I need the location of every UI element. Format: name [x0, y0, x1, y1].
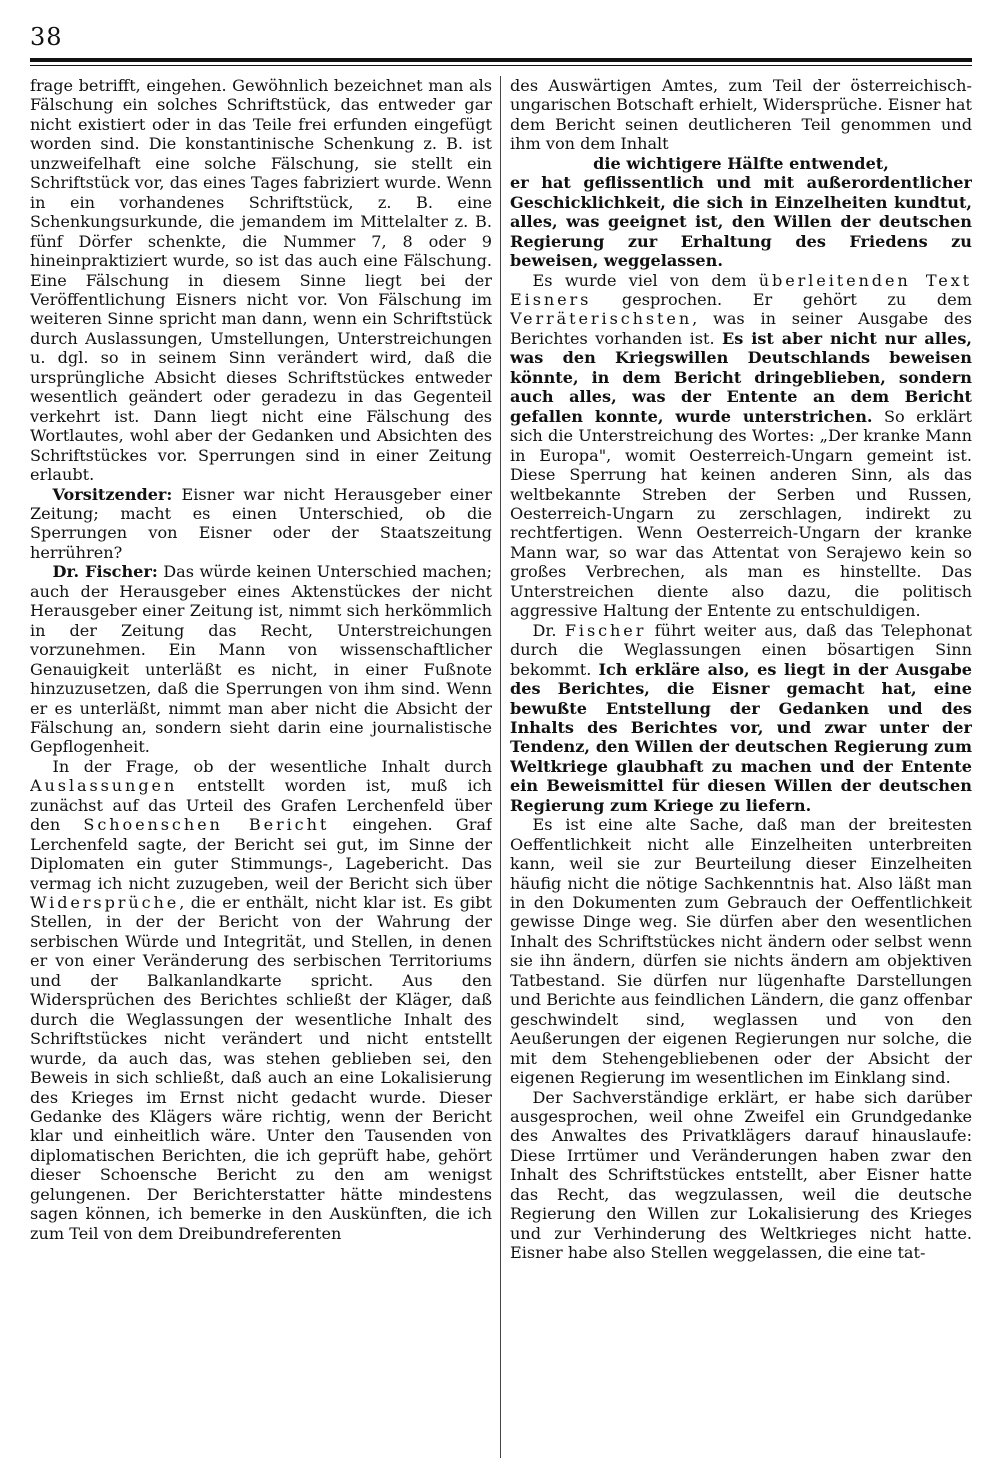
paragraph-text: Eisner war nicht Herausgeber einer Zeitung; macht es einen Unterschied, ob die Sperrungen von Eisner oder der Staatszeitung herrühren? — [30, 484, 492, 562]
spaced-text: Verräterischsten — [510, 309, 693, 329]
spaced-text: überleitenden Text Eisners — [510, 270, 972, 309]
paragraph — [30, 562, 492, 757]
paragraph-text: , was in seiner Ausgabe des Berichtes vorhanden ist. — [510, 309, 972, 348]
page-number: 38 — [30, 23, 63, 51]
right-column — [510, 76, 972, 1462]
paragraph — [30, 757, 492, 1243]
bold-centered-line: die wichtigere Hälfte entwendet, — [593, 153, 889, 173]
bold-text: Es ist aber nicht nur alles, was den Kriegswillen Deutschlands beweisen könnte, in dem Bericht dringeblieben, sondern auch alles, was der Entente an dem Bericht gefallen konnte, wurde unterstrichen. — [510, 328, 972, 426]
paragraph-text: , die er enthält, nicht klar ist. Es gibt Stellen, in der der Bericht von der Wahrung der serbischen Würde und Integrität, und Stellen, in denen er von einer Veränderung des serbischen Territoriums und der Balkanlandkarte spricht. Aus den Widersprüchen des Berichtes schließt der Kläger, daß durch die Weglassungen der wesentliche Inhalt des Schriftstückes nicht verändert und nicht entstellt wurde, da auch das, was stehen geblieben sei, den Beweis in sich schließt, daß auch an eine Lokalisierung des Krieges im Ernst nicht gedacht wurde. Dieser Gedanke des Klägers wäre richtig, wenn der Bericht klar und einheitlich wäre. Unter den Tausenden von diplomatischen Berichten, die ich geprüft habe, gehört dieser Schoensche Bericht zu den am wenigst gelungenen. Der Berichterstatter hätte mindestens sagen können, ich bemerke in den Auskünften, die ich zum Teil von dem Dreibundreferenten — [30, 893, 492, 1243]
paragraph-text: führt weiter aus, daß das Telephonat durch die Weglassungen einen bösartigen Sinn bekommt. — [510, 620, 972, 679]
paragraph — [510, 621, 972, 816]
paragraph: des Auswärtigen Amtes, zum Teil der österreichisch-ungarischen Botschaft erhielt, Widersprüche. Eisner hat dem Bericht seinen deutlicheren Teil genommen und ihm von dem Inhalt — [510, 76, 972, 154]
spaced-text: Widersprüche — [30, 893, 180, 913]
paragraph-text: So erklärt sich die Unterstreichung des Wortes: „Der kranke Mann in Europa", womit Oesterreich-Ungarn gemeint ist. Diese Sperrung hat keinen anderen Sinn, als das weltbekannte Streben der Serben und Russen, Oesterreich-Ungarn zu zerschlagen, indirekt zu rechtfertigen. Wenn Oesterreich-Ungarn der kranke Mann war, so war das Attentat von Serajewo kein so großes Verbrechen, als man es hinstellte. Das Unterstreichen diente also dazu, die politisch aggressive Haltung der Entente zu entschuldigen. — [510, 406, 972, 621]
paragraph-text: In der Frage, ob der wesentliche Inhalt durch — [52, 756, 492, 776]
paragraph — [30, 485, 492, 563]
speaker-label: Vorsitzender: — [52, 484, 173, 504]
spaced-text: Fischer — [564, 620, 647, 640]
paragraph-text: eingehen. Graf Lerchenfeld sagte, der Bericht sei gut, im Sinne der Diplomaten ein guter Stimmungs-, Lagebericht. Das vermag ich nicht zuzugeben, weil der Bericht sich über — [30, 815, 492, 893]
paragraph: Es ist eine alte Sache, daß man der breitesten Oeffentlichkeit nicht alle Einzelheiten unterbreiten kann, weil sie zur Beurteilung dieser Einzelheiten häufig nicht die nötige Sachkenntnis hat. Also läßt man in den Dokumenten zum Gebrauch der Oeffentlichkeit gewisse Dinge weg. Sie dürfen aber den wesentlichen Inhalt des Schriftstückes nicht ändern oder selbst wenn sie ihn ändern, dürfen sie nichts ändern am objektiven Tatbestand. Sie dürfen nur lügenhafte Darstellungen und Berichte aus feindlichen Ländern, die ganz offenbar geschwindelt sind, weglassen und von den Aeußerungen der eigenen Regierungen nur solche, die mit dem Stehengebliebenen oder der Absicht der eigenen Regierung im wesentlichen im Einklang sind. — [510, 815, 972, 1088]
bold-paragraph: er hat geflissentlich und mit außerordentlicher Geschicklichkeit, die sich in Einzelheiten kundtut, alles, was geeignet ist, den Willen der deutschen Regierung zur Erhaltung des Friedens zu beweisen, weggelassen. — [510, 173, 972, 271]
header-rule — [30, 58, 972, 62]
column-divider — [500, 76, 501, 1458]
spaced-text: Auslassungen — [30, 776, 178, 796]
left-column — [30, 76, 492, 1462]
paragraph — [510, 271, 972, 621]
paragraph-text: Das würde keinen Unterschied machen; auch der Herausgeber eines Aktenstückes der nicht Herausgeber einer Zeitung ist, nimmt sich herkömmlich in der Zeitung das Recht, Unterstreichungen vorzunehmen. Ein Mann von wissenschaftlicher Genauigkeit unterläßt es nicht, in einer Fußnote hinzuzusetzen, daß die Sperrungen von ihm sind. Wenn er es unterläßt, nimmt man aber nicht die Absicht der Fälschung an, sondern sieht darin eine journalistische Gepflogenheit. — [30, 562, 492, 757]
paragraph: Der Sachverständige erklärt, er habe sich darüber ausgesprochen, weil ohne Zweifel ein Grundgedanke des Anwaltes des Privatklägers darauf hinauslaufe: Diese Irrtümer und Veränderungen haben zwar den Inhalt des Schriftstückes entstellt, aber Eisner hatte das Recht, das wegzulassen, weil die deutsche Regierung den Willen zur Lokalisierung des Krieges und zur Verhinderung des Weltkrieges nicht hatte. Eisner habe also Stellen weggelassen, die eine tat- — [510, 1087, 972, 1263]
spaced-text: Schoenschen Bericht — [83, 815, 330, 835]
paragraph-text: Es wurde viel von dem — [532, 270, 759, 290]
paragraph-text: Dr. — [532, 620, 565, 640]
paragraph: frage betrifft, eingehen. Gewöhnlich bezeichnet man als Fälschung ein solches Schriftstück, das entweder gar nicht existiert oder in das Teile frei erfunden eingefügt worden sind. Die konstantinische Schenkung z. B. ist unzweifelhaft eine solche Fälschung, sie stellt ein Schriftstück vor, das eines Tages fabriziert wurde. Wenn in ein vorhandenes Schriftstück, z. B. eine Schenkungsurkunde, die jemandem im Mittelalter z. B. fünf Dörfer schenkte, die Nummer 7, 8 oder 9 hineinpraktiziert wurde, so ist das auch eine Fälschung. Eine Fälschung in diesem Sinne liegt bei der Veröffentlichung Eisners nicht vor. Von Fälschung im weiteren Sinne spricht man dann, wenn ein Schriftstück durch Auslassungen, Umstellungen, Unterstreichungen u. dgl. so in seinem Sinn verändert wird, daß die ursprüngliche Absicht dieses Schriftstückes entweder wesentlich geändert oder geradezu in das Gegenteil verkehrt ist. Dann liegt nicht eine Fälschung des Wortlautes, wohl aber der Gedanken und Absichten des Schriftstückes vor. Sperrungen sind in einer Zeitung erlaubt. — [30, 76, 492, 485]
speaker-label: Dr. Fischer: — [52, 562, 158, 582]
paragraph-text: gesprochen. Er gehört zu dem — [591, 289, 972, 309]
paragraph-text: entstellt worden ist, muß ich zunächst auf das Urteil des Grafen Lerchenfeld über den — [30, 776, 492, 835]
bold-text: Ich erkläre also, es liegt in der Ausgabe des Berichtes, die Eisner gemacht hat, eine bewußte Entstellung der Gedanken und des Inhalts des Berichtes vor, und zwar unter der Tendenz, den Willen der deutschen Regierung zum Weltkriege glaubhaft zu machen und der Entente ein Beweismittel für diesen Willen der deutschen Regierung zum Kriege zu liefern. — [510, 659, 972, 815]
header-rule-thin — [30, 65, 972, 66]
